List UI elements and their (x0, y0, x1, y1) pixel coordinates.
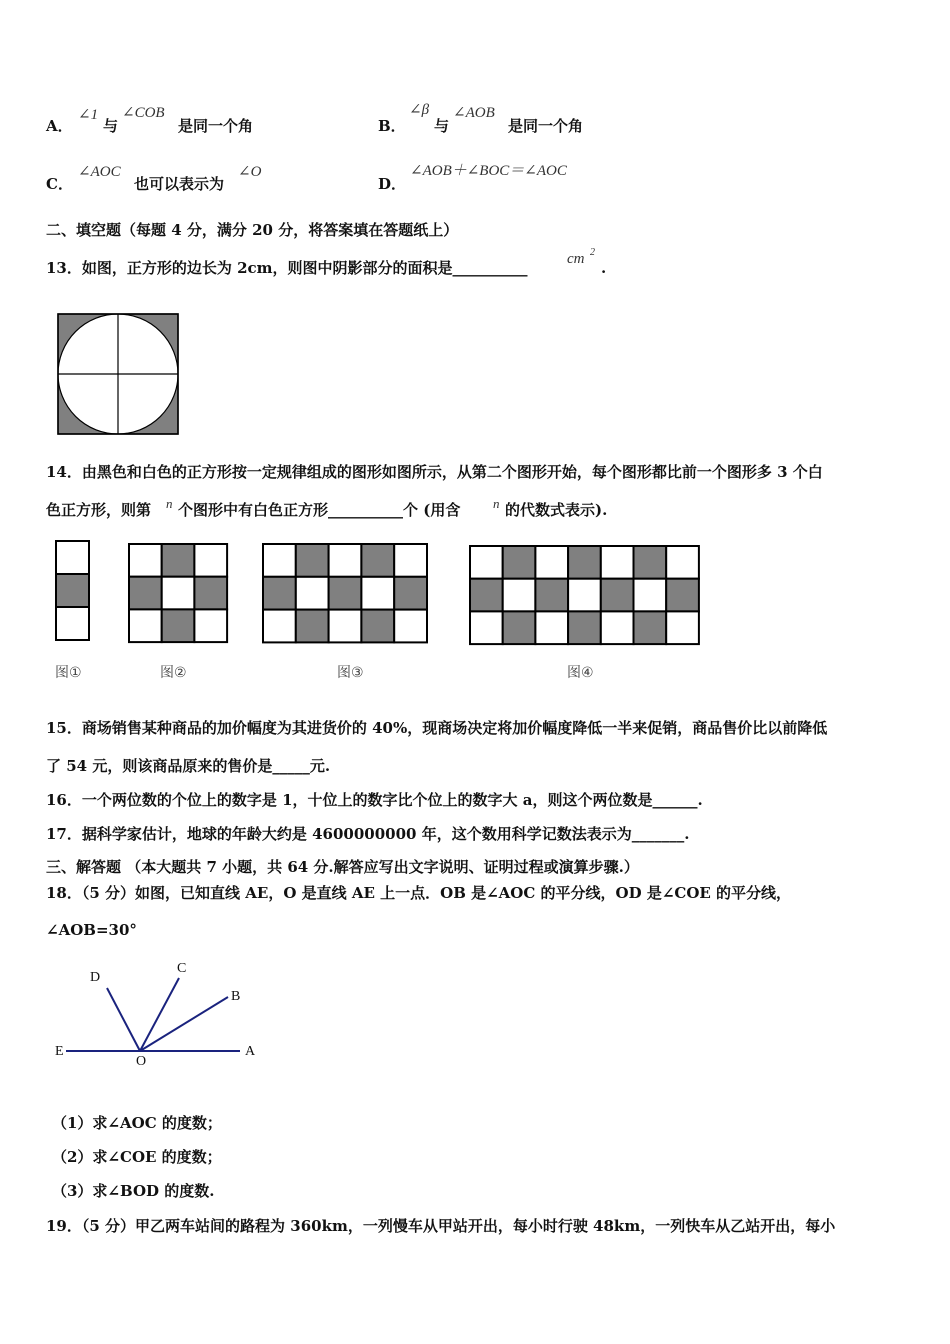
q18-part-2: （2）求∠COE 的度数； (52, 1148, 222, 1166)
option-c-mid: 也可以表示为 (134, 175, 225, 193)
q19-text: 19．（5 分）甲乙两车站间的路程为 360km，一列慢车从甲站开出，每小时行驶 48km，一列快车从乙站开出，每小 (46, 1217, 836, 1235)
option-a-letter: A． (46, 117, 73, 135)
figure-2-caption: 图② (160, 665, 187, 681)
label-d: D (90, 970, 101, 985)
section-2-heading: 二、填空题（每题 4 分，满分 20 分，将答案填在答题纸上） (46, 221, 459, 239)
option-c-angle-aoc: ∠AOC (78, 164, 121, 180)
figure-3-caption: 图③ (337, 665, 364, 681)
q14-line-2b: 个图形中有白色正方形__________个 (用含 (178, 501, 461, 519)
label-b: B (231, 989, 241, 1004)
q14-n-2: n (493, 496, 500, 511)
option-a-angle-1: ∠1 (78, 107, 99, 123)
option-b-conj: 与 (434, 117, 450, 135)
section-3-heading: 三、解答题 （本大题共 7 小题，共 64 分.解答应写出文字说明、证明过程或演算步骤.） (46, 858, 639, 876)
option-b-tail: 是同一个角 (508, 117, 584, 135)
q18-part-1: （1）求∠AOC 的度数； (52, 1114, 222, 1132)
label-c: C (177, 961, 187, 976)
q13-unit: cm (567, 251, 585, 267)
option-d-equation: ∠AOB＋∠BOC＝∠AOC (410, 163, 567, 179)
q17-text: 17．据科学家估计，地球的年龄大约是 4600000000 年，这个数用科学记数法表示为_______. (46, 825, 690, 843)
option-c-angle-o: ∠O (238, 164, 262, 180)
ray-od (107, 988, 140, 1051)
option-d-letter: D． (378, 175, 407, 193)
q13-period: . (601, 259, 607, 277)
option-a-conj: 与 (103, 117, 119, 135)
option-b-angle-aob: ∠AOB (453, 105, 495, 121)
q13-text: 13．如图，正方形的边长为 2cm，则图中阴影部分的面积是__________ (46, 259, 528, 277)
q18-part-3: （3）求∠BOD 的度数. (52, 1182, 215, 1200)
q14-line-2a: 色正方形，则第 (46, 501, 152, 519)
option-a-tail: 是同一个角 (178, 117, 254, 135)
label-o: O (136, 1054, 147, 1069)
q15-line-2: 了 54 元，则该商品原来的售价是_____元. (46, 757, 331, 775)
option-b-angle-beta: ∠β (409, 102, 430, 118)
figure-1-caption: 图① (55, 665, 82, 681)
label-a: A (245, 1044, 256, 1059)
q14-line-2c: 的代数式表示). (505, 501, 608, 519)
option-b-letter: B． (378, 117, 406, 135)
q14-line-1: 14．由黑色和白色的正方形按一定规律组成的图形如图所示，从第二个图形开始，每个图形都比前一个图形多 3 个白 (46, 463, 823, 481)
option-c-letter: C． (46, 175, 73, 193)
option-a-angle-cob: ∠COB (122, 105, 165, 121)
figure-4-caption: 图④ (567, 665, 594, 681)
q15-line-1: 15．商场销售某种商品的加价幅度为其进货价的 40%，现商场决定将加价幅度降低一半来促销，商品售价比以前降低 (46, 719, 828, 737)
q16-text: 16．一个两位数的个位上的数字是 1，十位上的数字比个位上的数字大 a，则这个两位数是______. (46, 791, 703, 809)
ray-ob (140, 997, 228, 1051)
q13-unit-exponent: 2 (590, 247, 595, 258)
q14-n-1: n (166, 496, 173, 511)
q18-line-1: 18．（5 分）如图，已知直线 AE，O 是直线 AE 上一点．OB 是∠AOC 的平分线，OD 是∠COE 的平分线， (46, 884, 792, 902)
q18-line-2: ∠AOB=30° (46, 921, 137, 939)
label-e: E (55, 1044, 64, 1059)
